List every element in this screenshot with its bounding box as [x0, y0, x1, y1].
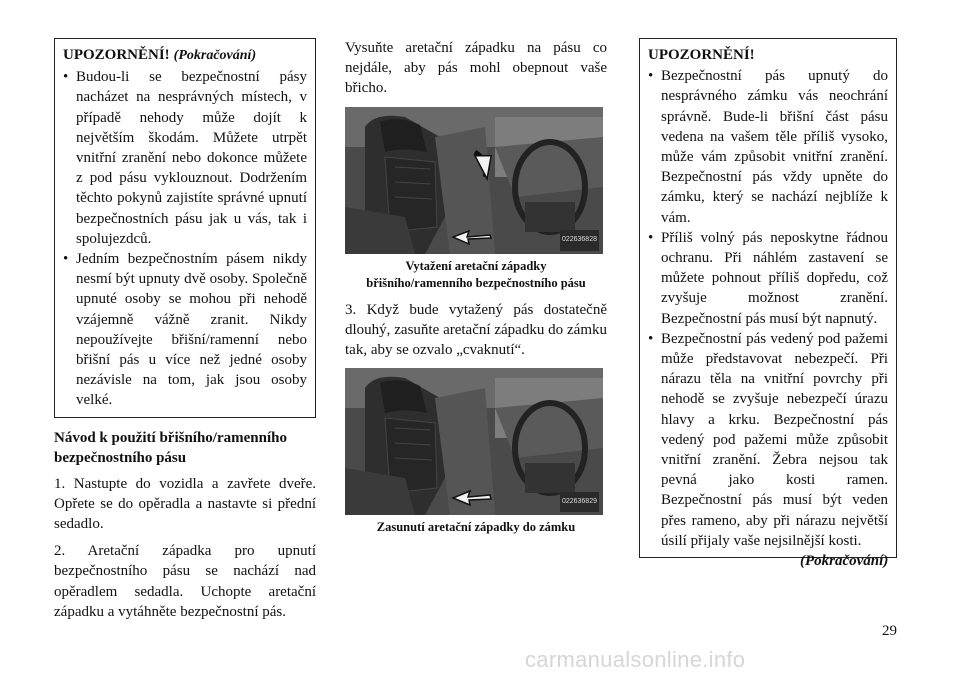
middle-column — [345, 38, 607, 544]
warning-bullet: • Bezpečnostní pás upnutý do nesprávného zámku vás neochrání správně. Bude-li břišní část pásu vedena na vašem těle příliš vysoko, může vám způsobit vnitřní zranění. Bezpečnostní pás vždy upněte do zámku, který se nachází nejblíže k vám. — [648, 66, 888, 228]
figure-code: 022636829 — [560, 492, 599, 512]
left-column — [54, 38, 316, 629]
warning-bullet-list — [648, 66, 888, 551]
watermark-text: carmanualsonline.info — [525, 647, 746, 672]
step-1: 1. Nastupte do vozidla a zavřete dveře. Opřete se do opěradla a nastavte si přední sedadlo. — [54, 475, 316, 533]
warning-bullet-list — [63, 67, 307, 410]
warning-title: UPOZORNĚNÍ! — [648, 47, 755, 63]
figure-caption: Zasunutí aretační západky do zámku — [376, 520, 576, 535]
warning-bullet: • Jedním bezpečnostním pásem nikdy nesmí být upnuty dvě osoby. Společně upnuté osoby se mohou při nehodě vzájemně vážně zranit. Nikdy nepoužívejte břišní/ramenní nebo břišní pás u více než jedné osoby nezávisle na tom, jak jsou osoby velké. — [63, 249, 307, 411]
page-number: 29 — [882, 623, 897, 639]
step-2: 2. Aretační západka pro upnutí bezpečnostního pásu se nachází nad opěradlem sedadla. Uchopte aretační západku a vytáhněte bezpečnostní pás. — [54, 543, 316, 620]
step-3: 3. Když bude vytažený pás dostatečně dlouhý, zasuňte aretační západku do zámku tak, aby se ozvalo „cvaknutí“. — [345, 301, 607, 359]
warning-box-continued — [54, 38, 316, 418]
figure-pull-latch-plate — [345, 107, 603, 254]
warning-bullet: • Bezpečnostní pás vedený pod pažemi může představovat nebezpečí. Při nárazu těla na vnitřní povrchy při nehodě se zvyšuje nebezpečí úrazu hlavy a krku. Bezpečnostní pás vedený pod pažemi může způsobit vnitřní zranění. Žebra nejsou tak pevná jako kosti ramen. Bezpečnostní pás musí být veden přes rameno, aby při nárazu největší úsilí přijaly vaše nejsilnější kosti. — [648, 329, 888, 551]
warning-box — [639, 38, 897, 558]
right-column — [639, 38, 897, 558]
step-2-continued: Vysuňte aretační západku na pásu co nejdále, aby pás mohl obepnout vaše břicho. — [345, 40, 607, 97]
section-heading: Návod k použití břišního/ramenního bezpečnostního pásu — [54, 429, 287, 466]
warning-continued-label: (Pokračování) — [173, 48, 257, 63]
warning-bullet: • Budou-li se bezpečnostní pásy nacházet na nesprávných místech, v případě nehody může dojít k největším škodám. Můžete utrpět vnitřní zranění nebo dokonce můžete z pod pásu vyklouznout. Dodržením těchto pokynů zajistíte správné upnutí bezpečnostních pásu jak u vás, tak i spolujezdců. — [63, 67, 307, 249]
figure-code: 022636828 — [560, 230, 599, 250]
warning-bullet: • Příliš volný pás neposkytne řádnou ochranu. Při náhlém zastavení se můžete pohnout příliš dopředu, což zvyšuje možnost zranění. Bezpečnostní pás musí být napnutý. — [648, 228, 888, 329]
warning-title: UPOZORNĚNÍ! (Pokračování) — [63, 47, 257, 63]
figure-caption: Vytažení aretační západky břišního/ramenního bezpečnostního pásu — [366, 258, 586, 290]
figure-insert-latch-plate — [345, 368, 603, 515]
continued-label: (Pokračování) — [800, 553, 889, 569]
